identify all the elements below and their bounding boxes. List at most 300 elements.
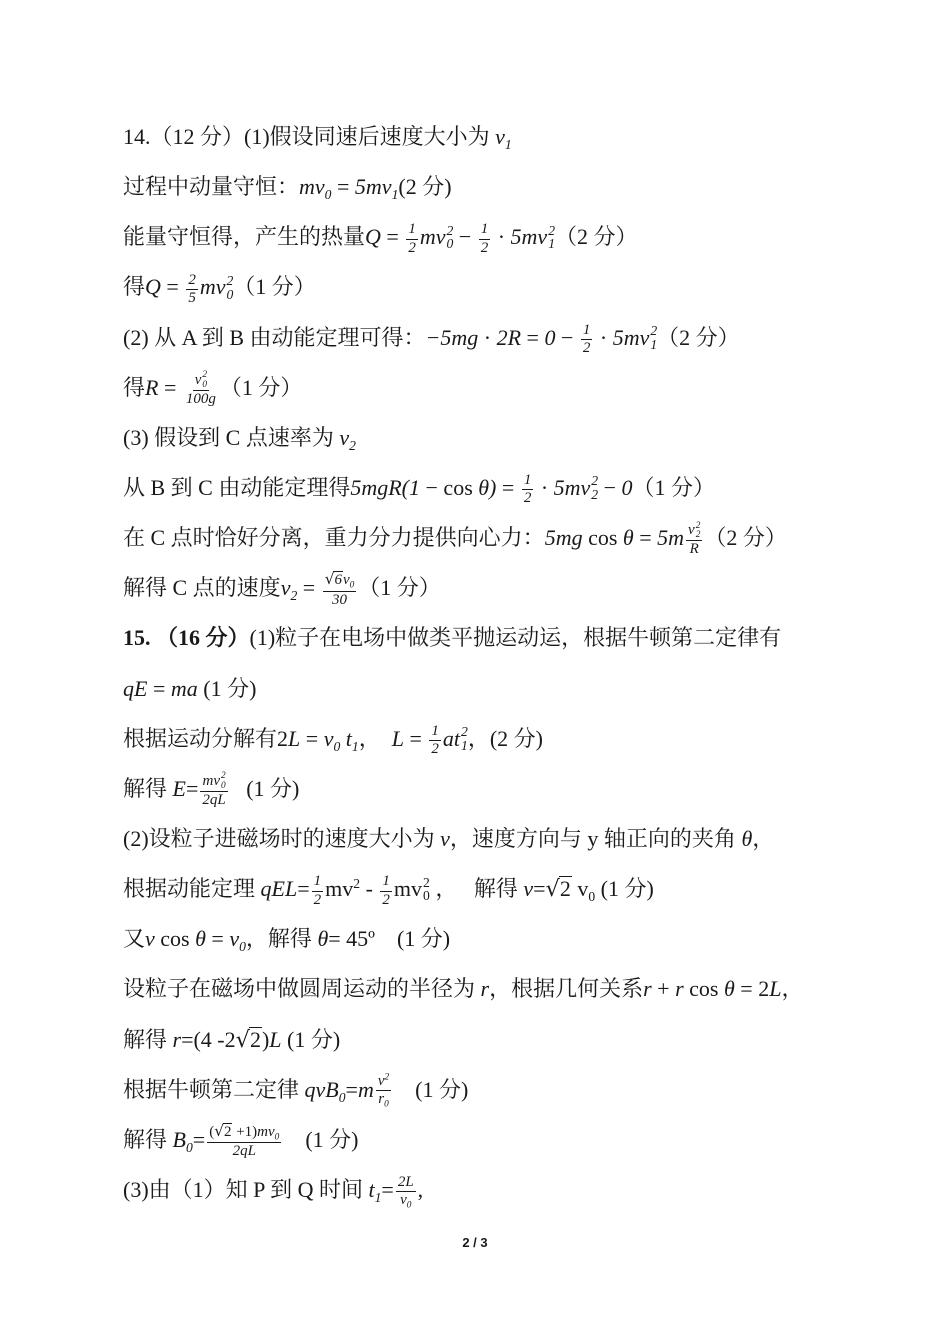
- subscript: 0: [338, 1089, 346, 1105]
- math-symbol: t: [340, 725, 352, 751]
- math-symbol: 5mg: [544, 525, 583, 551]
- superscript: 2: [423, 874, 430, 890]
- fraction-numerator: [186, 272, 198, 290]
- subscript: 2: [290, 588, 298, 604]
- math-expression: [202, 792, 225, 808]
- line-text: =: [345, 1076, 358, 1102]
- math-expression: [481, 240, 489, 256]
- math-expression: [172, 1126, 193, 1155]
- fraction: [406, 221, 418, 257]
- math-symbol: 2: [480, 239, 489, 256]
- fraction-numerator: [686, 522, 702, 542]
- math-expression: [123, 676, 147, 701]
- math-expression: [173, 776, 186, 801]
- fraction-denominator: [380, 892, 392, 909]
- math-symbol: v: [523, 876, 534, 902]
- math-expression: [250, 1027, 261, 1052]
- math-expression: [350, 475, 420, 500]
- superscript: 2: [446, 222, 454, 238]
- math-expression: [675, 976, 684, 1001]
- solution-line: [123, 864, 923, 914]
- fraction: [200, 772, 227, 809]
- math-expression: [334, 572, 342, 588]
- math-expression: [188, 272, 196, 288]
- solution-line: [123, 463, 923, 513]
- subscript: 2: [591, 487, 599, 503]
- math-symbol: 2: [523, 490, 532, 507]
- math-symbol: at: [442, 725, 461, 751]
- line-text: 得: [123, 374, 146, 400]
- math-expression: [545, 525, 583, 550]
- fraction-denominator: [406, 240, 418, 257]
- math-symbol: 0: [621, 474, 633, 500]
- subscript: 0: [274, 1132, 280, 1143]
- line-text: =: [380, 224, 405, 250]
- math-expression: [342, 572, 355, 591]
- math-expression: [769, 976, 781, 1001]
- line-text: (2 分): [398, 174, 452, 200]
- line-text: =: [297, 876, 310, 902]
- math-expression: [368, 1176, 382, 1205]
- math-expression: [314, 892, 322, 908]
- math-symbol: r: [378, 1091, 385, 1108]
- math-symbol: r: [675, 976, 684, 1002]
- fraction-numerator: [200, 772, 227, 792]
- fraction-numerator: [479, 221, 491, 239]
- math-expression: [400, 1191, 412, 1211]
- math-symbol: θ: [317, 926, 329, 952]
- line-text: (1 分): [281, 1026, 341, 1052]
- line-text: =: [147, 675, 171, 701]
- subscript: 1: [374, 1189, 382, 1205]
- solution-line: [123, 814, 923, 864]
- line-text: =: [185, 775, 199, 801]
- line-text: cos: [683, 976, 724, 1002]
- math-expression: [145, 926, 155, 951]
- line-text: ， 解得: [429, 876, 524, 902]
- math-symbol: 1: [313, 873, 322, 890]
- math-expression: [623, 525, 634, 550]
- math-symbol: 1: [582, 321, 591, 338]
- math-expression: [408, 240, 416, 256]
- math-expression: [257, 1123, 280, 1143]
- math-symbol: t: [368, 1176, 375, 1202]
- fraction-denominator: [184, 391, 218, 408]
- line-text: (1 分): [229, 775, 300, 801]
- subscript: 0: [202, 379, 208, 390]
- math-symbol: E: [172, 775, 186, 801]
- math-expression: [340, 725, 359, 754]
- line-text: (2) 从 A 到 B 由动能定理可得：: [123, 324, 426, 350]
- math-symbol: 2L: [397, 1173, 414, 1190]
- fraction-denominator: [200, 792, 227, 809]
- math-expression: [497, 325, 521, 350]
- superscript: 2: [226, 272, 234, 288]
- math-symbol: 0: [544, 324, 556, 350]
- math-expression: [524, 490, 532, 506]
- superscript: 2: [220, 771, 226, 782]
- subscript: 0: [333, 738, 341, 754]
- math-symbol: qE: [123, 675, 148, 701]
- math-expression: [145, 274, 161, 299]
- math-symbol: 2: [408, 239, 416, 256]
- line-text: =: [633, 525, 658, 551]
- subscript: 2: [695, 529, 701, 540]
- solution-line: [123, 964, 923, 1014]
- math-symbol: L: [769, 976, 782, 1002]
- line-text: 过程中动量守恒：: [123, 174, 300, 200]
- math-symbol: 100g: [185, 390, 216, 407]
- line-text: =: [331, 174, 355, 200]
- math-symbol: qvB: [304, 1076, 339, 1102]
- math-symbol: r: [480, 976, 490, 1002]
- radicand: [333, 571, 343, 589]
- line-text: （2 分）: [555, 224, 638, 250]
- fraction-numerator: [380, 873, 392, 891]
- math-expression: [560, 876, 571, 901]
- line-text: （1 分）: [233, 274, 316, 300]
- subscript: 2: [349, 437, 356, 453]
- fraction-numerator: [429, 723, 441, 741]
- line-text: (2)设粒子进磁场时的速度大小为: [123, 825, 441, 851]
- fraction-denominator: [479, 240, 491, 257]
- line-text: =: [160, 274, 185, 300]
- math-symbol: 6: [334, 572, 342, 589]
- fraction-numerator: [581, 322, 593, 340]
- solution-body: [123, 112, 923, 1215]
- math-symbol: 2: [382, 891, 390, 908]
- math-symbol: 1: [431, 722, 439, 739]
- line-text: +: [651, 976, 676, 1002]
- line-text: (3)由（1）知 P 到 Q 时间: [123, 1176, 369, 1202]
- math-symbol: θ: [195, 926, 206, 952]
- line-text: 解得: [123, 775, 173, 801]
- solution-line: [123, 1115, 923, 1165]
- math-symbol: 30: [331, 591, 347, 608]
- math-expression: [299, 174, 332, 202]
- line-text: −: [453, 224, 477, 250]
- line-text: (1 分): [595, 876, 654, 902]
- math-expression: [657, 525, 684, 550]
- math-expression: [553, 473, 599, 503]
- line-text: = 2: [734, 976, 770, 1002]
- math-symbol: v: [339, 424, 350, 450]
- math-expression: [261, 876, 298, 901]
- math-expression: [288, 726, 300, 751]
- fraction-numerator: [312, 873, 324, 891]
- math-symbol: L: [269, 1026, 282, 1052]
- subscript: 0: [239, 939, 246, 955]
- math-expression: [280, 575, 298, 604]
- math-expression: [622, 475, 633, 500]
- math-expression: [382, 892, 390, 908]
- math-symbol: v: [229, 926, 240, 952]
- fraction-denominator: [581, 340, 593, 357]
- fraction: [581, 322, 593, 358]
- line-text: 解得 C 点的速度: [123, 575, 281, 601]
- math-symbol: L: [391, 725, 404, 751]
- line-text: =: [300, 725, 324, 751]
- line-text: （1 分）: [358, 575, 441, 601]
- math-symbol: mv: [257, 1123, 275, 1140]
- line-text: 又: [123, 926, 146, 952]
- fraction: [479, 221, 491, 257]
- superscript: 2: [695, 520, 701, 531]
- solution-line: [123, 714, 923, 764]
- math-expression: [186, 391, 216, 407]
- math-expression: [145, 375, 158, 400]
- fraction-denominator: [186, 290, 198, 307]
- fraction: [429, 723, 441, 759]
- math-expression: [426, 325, 479, 350]
- subscript: 0: [220, 780, 226, 791]
- math-symbol: mv: [393, 876, 423, 902]
- page-number: 2 / 3: [462, 1235, 488, 1250]
- line-text: =: [192, 1126, 206, 1152]
- math-symbol: 2: [559, 876, 571, 902]
- solution-line: [123, 613, 923, 663]
- sub-superscript: [423, 876, 430, 903]
- solution-line: [123, 764, 923, 814]
- math-expression: [523, 876, 533, 901]
- line-text: =: [297, 575, 321, 601]
- math-expression: [571, 876, 596, 904]
- subscript: 0: [185, 1139, 193, 1155]
- fraction-numerator: [323, 571, 357, 592]
- math-expression: [583, 340, 591, 356]
- line-text: =: [521, 324, 545, 350]
- math-expression: [332, 592, 347, 608]
- math-expression: [229, 926, 246, 955]
- line-text: 解得: [123, 1126, 173, 1152]
- math-symbol: (: [209, 1123, 215, 1140]
- line-text: 能量守恒得，产生的热量: [123, 224, 366, 250]
- line-text: ，速度方向与 y 轴正向的夹角: [449, 825, 742, 851]
- subscript: 0: [588, 888, 596, 904]
- math-expression: [478, 475, 496, 500]
- fraction: [186, 272, 198, 308]
- math-expression: [358, 1077, 374, 1102]
- superscript: 2: [353, 875, 361, 891]
- square-root: [214, 1121, 232, 1140]
- superscript: 2: [384, 1072, 390, 1083]
- math-expression: [378, 1091, 389, 1110]
- subscript: 0: [406, 1200, 412, 1211]
- subscript: 1: [504, 136, 512, 152]
- fraction-denominator: [330, 592, 349, 609]
- subscript: 0: [446, 236, 454, 252]
- line-text: ·: [535, 474, 554, 500]
- subscript: 0: [349, 580, 355, 591]
- radical-sign: √: [324, 570, 335, 589]
- math-expression: [741, 826, 752, 851]
- line-text: ，: [781, 976, 804, 1002]
- solution-line: [123, 313, 923, 363]
- fraction-denominator: [231, 1143, 258, 1160]
- line-text: ·: [478, 324, 497, 350]
- math-expression: [354, 174, 399, 202]
- radicand: [249, 1027, 262, 1052]
- math-expression: [173, 1027, 182, 1052]
- math-expression: [202, 773, 225, 789]
- math-symbol: v: [342, 572, 350, 589]
- math-symbol: v: [280, 575, 291, 601]
- fraction: [312, 873, 324, 909]
- line-text: 设粒子在磁场中做圆周运动的半径为: [123, 976, 481, 1002]
- math-symbol: B: [172, 1126, 186, 1152]
- math-expression: [304, 1076, 346, 1105]
- math-expression: [314, 873, 322, 889]
- solution-line: [123, 112, 923, 162]
- math-expression: [195, 926, 206, 951]
- math-symbol: mv: [199, 274, 226, 300]
- math-expression: [724, 976, 735, 1001]
- line-text: 14.（12 分）(1)假设同速后速度大小为: [123, 124, 496, 149]
- fraction-denominator: [398, 1192, 413, 1211]
- line-text: （1 分）: [632, 474, 716, 500]
- sub-superscript: [548, 224, 555, 251]
- math-symbol: R: [689, 541, 699, 558]
- line-text: 根据动能定理: [123, 876, 261, 902]
- math-symbol: 1: [480, 221, 489, 238]
- math-symbol: v: [495, 124, 505, 149]
- fraction-numerator: [522, 472, 534, 490]
- radical-sign: √: [545, 876, 560, 903]
- math-symbol: L: [288, 725, 301, 751]
- line-text: ·: [594, 324, 613, 350]
- math-expression: [392, 726, 404, 751]
- line-text: =: [403, 725, 428, 751]
- sub-superscript: [696, 522, 701, 541]
- fraction: [184, 371, 218, 408]
- math-expression: [481, 976, 490, 1001]
- math-expression: [419, 222, 454, 252]
- math-symbol: mv: [325, 876, 354, 902]
- square-root: [325, 572, 343, 588]
- line-text: ·: [492, 224, 511, 250]
- math-expression: [431, 741, 439, 757]
- subscript: 1: [548, 236, 556, 252]
- math-expression: [440, 826, 450, 851]
- math-symbol: 2: [223, 1123, 232, 1140]
- fraction-numerator: [193, 371, 209, 391]
- math-symbol: 5mv: [510, 224, 548, 250]
- solution-line: [123, 914, 923, 964]
- math-expression: [232, 1124, 257, 1140]
- solution-line: [123, 413, 923, 463]
- fraction: [323, 571, 357, 609]
- line-text: (1)粒子在电场中做类平抛运动运，根据牛顿第二定律有: [249, 625, 782, 651]
- line-text: （2 分）: [657, 324, 740, 350]
- math-symbol: 2: [313, 891, 322, 908]
- math-expression: [171, 676, 198, 701]
- line-text: ,: [417, 1176, 424, 1202]
- math-expression: [269, 1027, 281, 1052]
- line-text: ，: [752, 825, 775, 851]
- math-expression: [323, 725, 341, 754]
- square-root: [236, 1027, 262, 1052]
- fraction: [376, 1073, 391, 1110]
- line-text: −: [555, 324, 579, 350]
- math-expression: [510, 222, 556, 252]
- line-text: （2 分）: [704, 525, 787, 551]
- line-text: 得: [123, 274, 146, 300]
- solution-line: [123, 162, 923, 212]
- math-symbol: θ: [622, 525, 634, 551]
- square-root: [546, 876, 572, 901]
- math-symbol: 5mv: [354, 174, 392, 200]
- solution-line: [123, 664, 923, 714]
- math-symbol: mv: [299, 174, 325, 200]
- superscript: 2: [650, 323, 658, 338]
- math-symbol: v: [323, 725, 334, 751]
- line-text: (1 分): [393, 1076, 469, 1102]
- math-symbol: qEL: [260, 876, 298, 902]
- fraction-numerator: [396, 1174, 416, 1192]
- line-text: =: [533, 876, 546, 902]
- fraction: [380, 873, 392, 909]
- line-text: cos: [582, 525, 623, 551]
- superscript: 2: [591, 473, 599, 489]
- problem-number: 15. （16 分）: [123, 625, 250, 651]
- math-symbol: 2: [188, 271, 196, 288]
- math-symbol: 5mv: [612, 324, 650, 350]
- line-text: （1 分）: [219, 374, 303, 400]
- fraction: [686, 522, 702, 559]
- math-expression: [583, 322, 591, 338]
- line-text: (3) 假设到 C 点速率为: [123, 424, 340, 450]
- line-text: ，: [358, 725, 392, 751]
- fraction-denominator: [312, 892, 324, 909]
- math-expression: [495, 124, 512, 152]
- superscript: 2: [461, 724, 468, 740]
- math-symbol: r: [172, 1026, 182, 1052]
- math-symbol: Q: [145, 274, 161, 300]
- math-expression: [393, 874, 430, 904]
- math-expression: [398, 1174, 414, 1190]
- fraction-denominator: [429, 741, 441, 758]
- math-expression: [613, 325, 657, 350]
- line-text: -: [360, 876, 379, 902]
- radicand: [559, 876, 572, 901]
- math-expression: [688, 522, 700, 538]
- superscript: 2: [202, 370, 208, 381]
- math-symbol: 2: [249, 1026, 261, 1052]
- math-expression: [481, 221, 489, 237]
- math-symbol: 1: [408, 221, 416, 238]
- math-expression: [224, 1124, 232, 1140]
- fraction: [522, 472, 534, 508]
- math-symbol: ma: [170, 675, 198, 701]
- radical-sign: √: [235, 1026, 250, 1053]
- math-expression: [408, 221, 416, 237]
- solution-line: [123, 1165, 923, 1215]
- math-symbol: θ): [478, 474, 497, 500]
- line-text: (1 分): [197, 675, 257, 701]
- math-expression: [544, 325, 555, 350]
- subscript: 1: [351, 738, 359, 754]
- math-symbol: 5: [188, 289, 196, 306]
- fraction-denominator: [688, 541, 701, 558]
- math-symbol: v: [400, 1191, 407, 1208]
- line-text: cos: [154, 926, 196, 952]
- line-text: =: [205, 926, 230, 952]
- line-text: ，(2 分): [467, 725, 543, 751]
- subscript: 1: [461, 737, 468, 753]
- fraction-numerator: [376, 1073, 391, 1091]
- subscript: 1: [650, 336, 658, 352]
- math-expression: [431, 723, 439, 739]
